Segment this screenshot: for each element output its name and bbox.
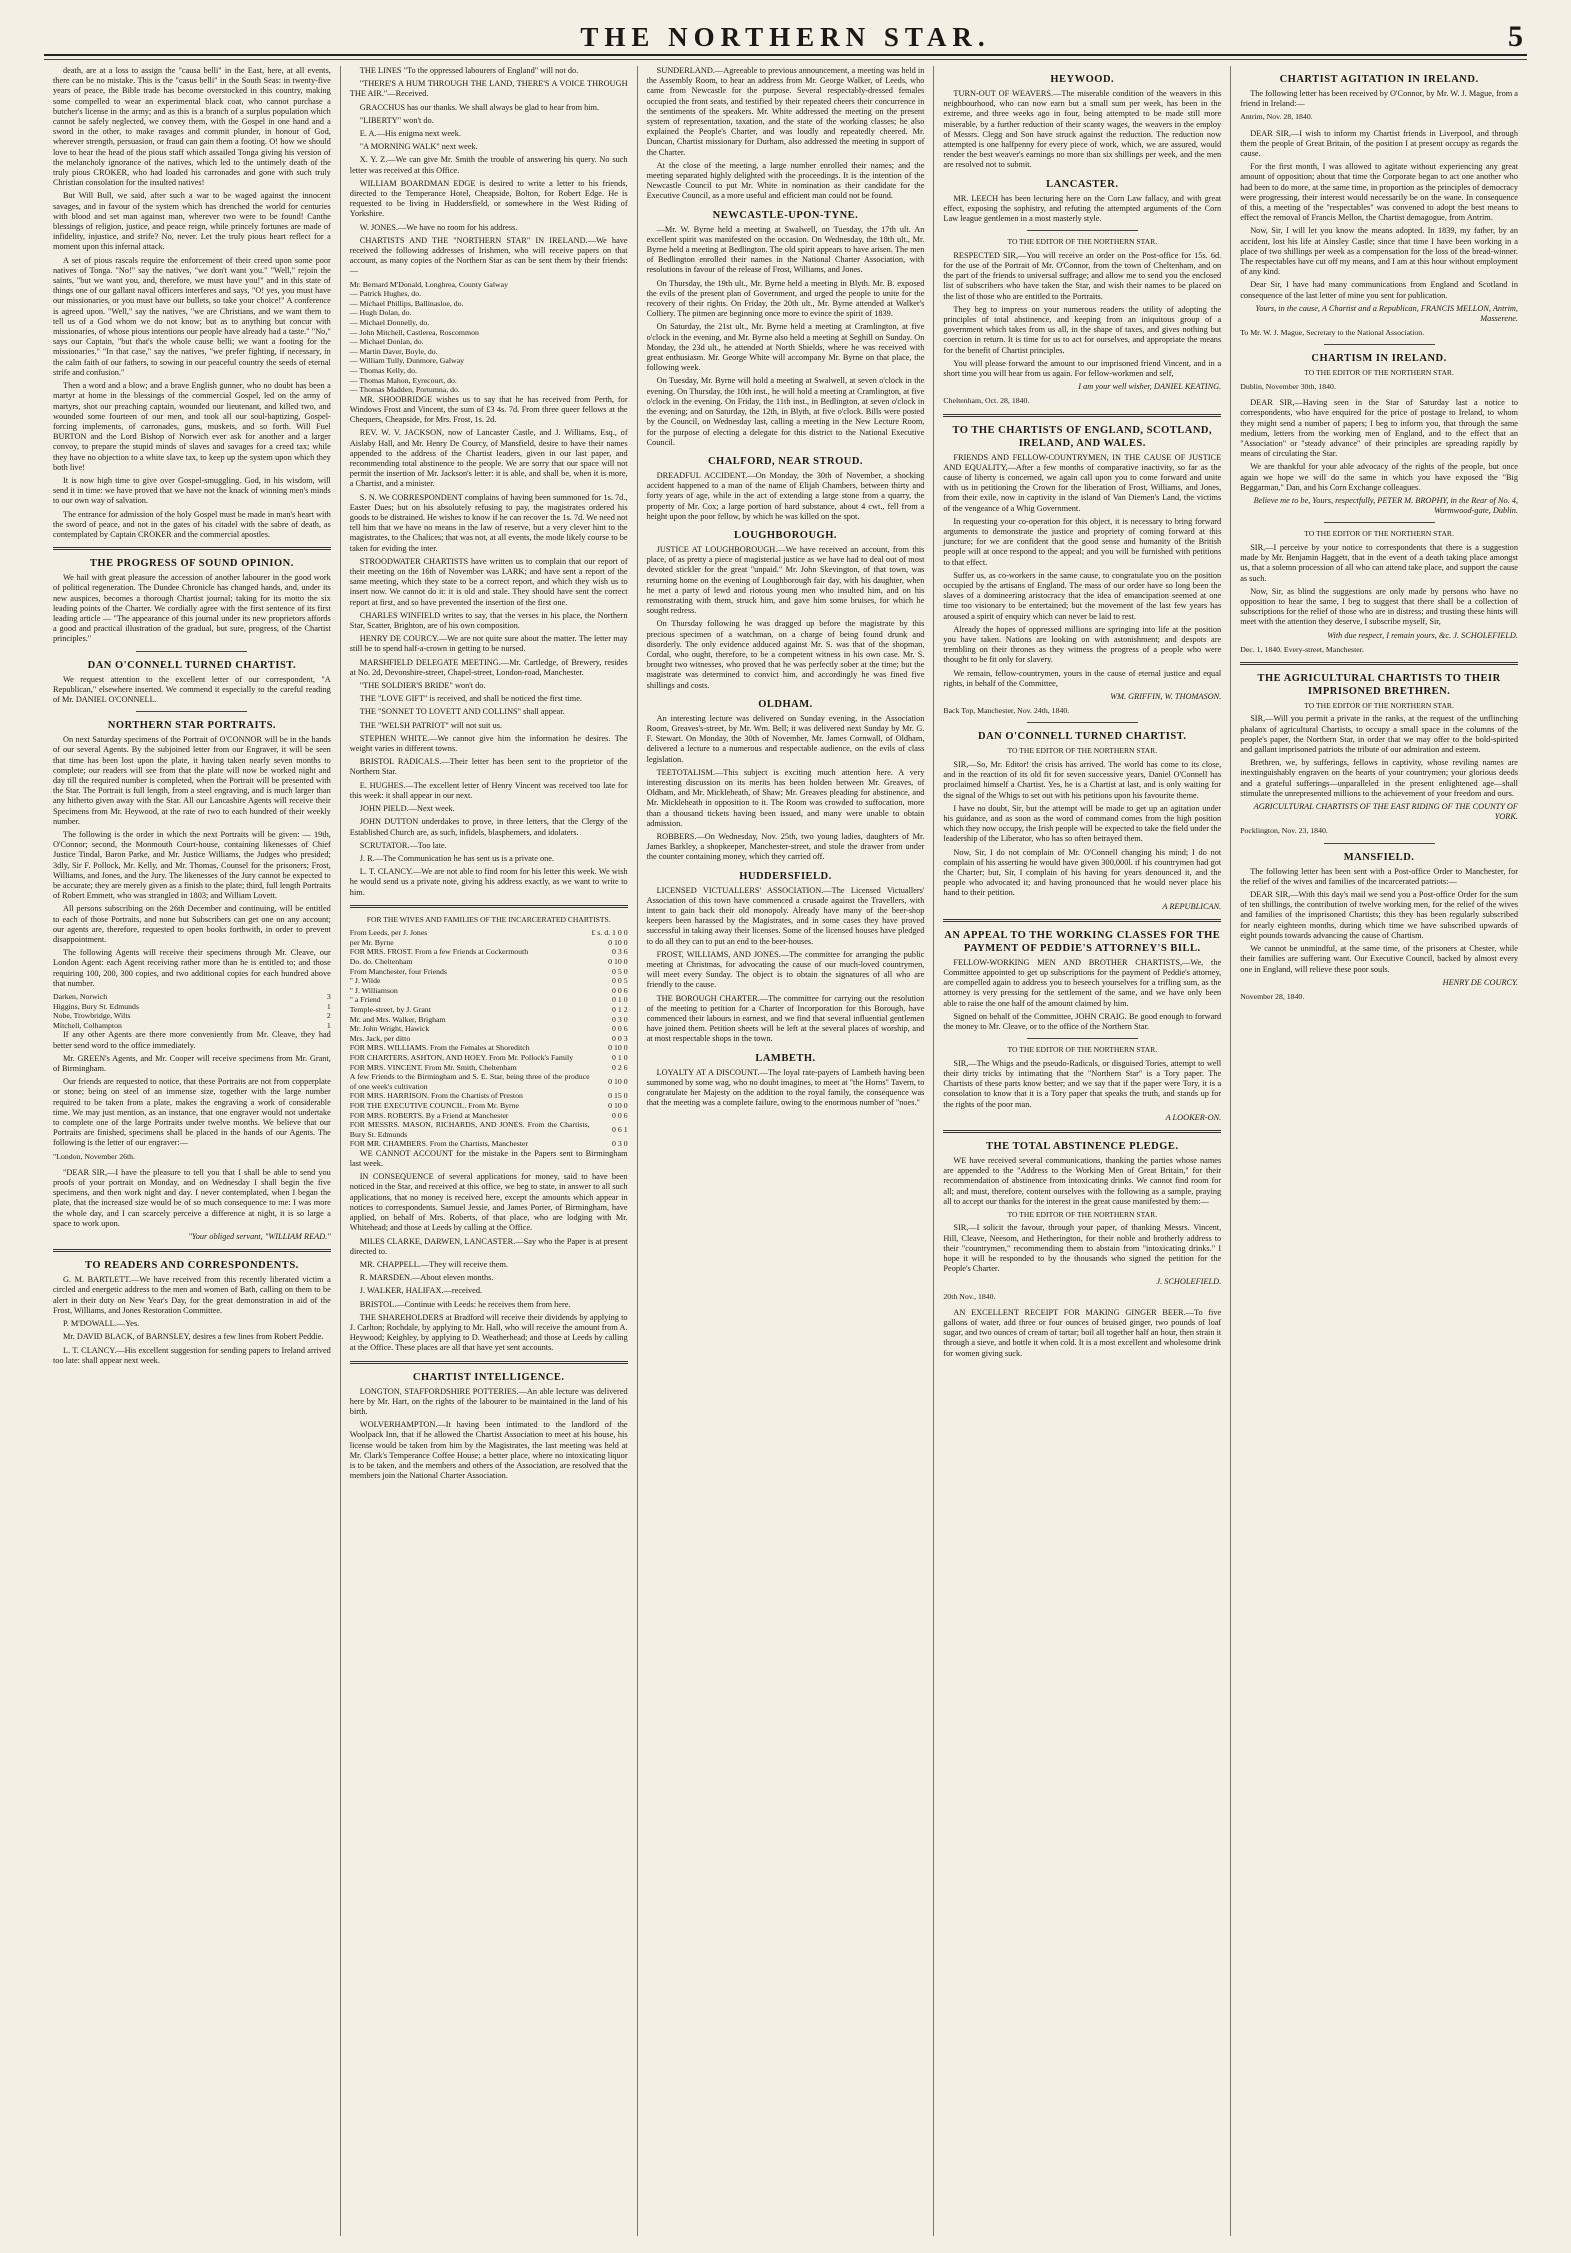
list-label: FOR MRS. ROBERTS. By a Friend at Manchester bbox=[349, 1110, 509, 1120]
section-heading: DAN O'CONNELL TURNED CHARTIST. bbox=[978, 731, 1187, 743]
list-value bbox=[590, 385, 628, 395]
list-row bbox=[53, 992, 331, 1002]
paragraph: The following Agents will receive their specimens through Mr. Cleave, our London Agent: each Agent receiving rather more than he is entitled to; and those requiring 100, 200, 300 copies, and two additional copies for each hundred above that number. bbox=[53, 948, 331, 988]
paragraph: MR. LEECH has been lecturing here on the Corn Law fallacy, and with great effect, exposing the sophistry, and refuting the attempted arguments of the Corn Law league gentlemen in a most masterly style. bbox=[943, 193, 1222, 224]
paragraph: The following is the order in which the next Portraits will be given: — 19th, O'Connor; second, the Monmouth Court-house, containing likenesses of Chief Justice Tindal, Baron Parke, and Mr. Justice Williams, the Judges who presided; 3dly, Sir F. Pollock, Mr. Kelly, and Mr. Thomas, Counsel for the prisoners; Frost, Williams, and Jones, and the Jury. The likenesses of the Jury cannot be expected to be accurate; they are merely given as a finish to the plate; third, full length Portraits of Robert Emmett, who was strangled in 1803; and William Lovett. bbox=[53, 830, 331, 901]
paragraph: SIR,—So, Mr. Editor! the crisis has arrived. The world has come to its close, and in the reaction of its old fit for seven successive years, Daniel O'Connell has proclaimed himself a Chartist. Yes, he is a Chartist at last, and is only waiting for the signal of the Whigs to set out with his petitions upon his favourite theme. bbox=[943, 759, 1222, 800]
paragraph: SCRUTATOR.—Too late. bbox=[359, 840, 447, 850]
paragraph: E. HUGHES.—The excellent letter of Henry Vincent was received too late for this week: it shall appear in our next. bbox=[349, 780, 628, 800]
list-label: per Mr. Byrne bbox=[349, 937, 394, 947]
paragraph: The following letter has been received by O'Connor, by Mr. W. J. Mague, from a friend in Ireland:— bbox=[1240, 89, 1518, 109]
section-rule bbox=[1324, 344, 1435, 345]
list-value: 3 bbox=[326, 992, 331, 1002]
paragraph: MR. SHOOBRIDGE wishes us to say that he has received from Perth, for Windows Frost and Vincent, the sum of £3 4s. 7d. From three queer fellows at the Chequers, Cheapside, for Mrs. Frost, 1s. 2d. bbox=[349, 394, 628, 425]
double-rule bbox=[1240, 662, 1518, 665]
list-label: FOR MRS. VINCENT. From Mr. Smith, Cheltenham bbox=[349, 1062, 517, 1072]
section-heading: CHARTIST INTELLIGENCE. bbox=[412, 1371, 565, 1383]
list-row bbox=[350, 376, 628, 386]
paragraph: Mr. DAVID BLACK, of BARNSLEY, desires a few lines from Robert Peddie. bbox=[63, 1332, 324, 1342]
paragraph: L. T. CLANCY.—We are not able to find room for his letter this week. We wish he would send us a private note, giving his address exactly, as we want to write to him. bbox=[349, 867, 628, 897]
paragraph: LICENSED VICTUALLERS' ASSOCIATION.—The Licensed Victuallers' Association of this town have commenced a crusade against the Travellers, with intent to gain back their old monopoly. Already have many of the beer-shop keepers been harassed by the Magistrates, and in some cases they have proved successful in taking away their licenses. Some of the licensed houses have pledged to do all they can to put an end to the beer-houses. bbox=[646, 885, 925, 946]
section-rule bbox=[1324, 843, 1435, 844]
list-row bbox=[350, 328, 628, 338]
paragraph: STROODWATER CHARTISTS have written us to complain that our report of their meeting on the 16th of November was LARK; and have sent a report of the same meeting, which they state to be a correct report, and which they wish us to insert now. We cannot do it: it is old and stale. They should have sent the correct report at first, and so have prevented the insertion of the first one. bbox=[349, 556, 628, 607]
signature: Yours, in the cause, A Chartist and a Republican, FRANCIS MELLON, Antrim, Masserene. bbox=[1255, 303, 1518, 324]
signature: J. SCHOLEFIELD. bbox=[1156, 1277, 1222, 1287]
section-heading: LOUGHBOROUGH. bbox=[733, 529, 838, 541]
dateline: Dublin, November 30th, 1840. bbox=[1240, 381, 1336, 391]
list-label: FOR MESSRS. MASON, RICHARDS, AND JONES. From the Chartists, Bury St. Edmunds bbox=[349, 1120, 590, 1139]
columns bbox=[44, 66, 1527, 2236]
paragraph: CHARLES WINFIELD writes to say, that the verses in his place, the Northern Star, Scatter, Brighton, are of his own composition. bbox=[349, 610, 628, 631]
sub-heading: TO THE EDITOR OF THE NORTHERN STAR. bbox=[1007, 746, 1158, 756]
list-value: 0 15 0 bbox=[608, 1091, 628, 1101]
page-number: 5 bbox=[1508, 20, 1523, 53]
sub-heading: TO THE EDITOR OF THE NORTHERN STAR. bbox=[1304, 700, 1454, 710]
paragraph: Mr. GREEN's Agents, and Mr. Cooper will receive specimens from Mr. Grant, of Birmingham. bbox=[53, 1053, 331, 1074]
paragraph: death, are at a loss to assign the "causa belli" in the East, here, at all events, there can be no mistake. This is the "casus belli" in the South Seas: in twenty-five years of peace, the Bible trade has become overstocked in this country, making some compelled to wear an experimental black coat, who cannot purchase a butcher's license in the army; and as this is a branch of a surplus population which cannot be safely neglected, we convey them, with the Gospel in one hand and a sword in the other, to make ravages and commit plunder, in honour of God, wherever strength, persuasion, or fraud can gain them a footing. O! how we should love to hear the head of the pious staff which assailed Tonga giving his version of the melancholy ignorance of the natives, which led to the untimely death of the truly pious CROKER, who had loaded his carronades and gone with such truly Christian consolation for the insulted natives! bbox=[53, 66, 331, 188]
signature: AGRICULTURAL CHARTISTS OF THE EAST RIDING OF THE COUNTY OF YORK. bbox=[1253, 802, 1518, 822]
paragraph: THE LINES "To the oppressed labourers of England" will not do. bbox=[359, 66, 579, 75]
paragraph: Then a word and a blow; and a brave English gunner, who no doubt has been a martyr at home in the blessings of the commercial Gospel, led on the army of martyrs, shot our preaching captain, wounded our lieutenant, and killed two, and wounded some fourteen of our men, and took all our soul-baptizing, Gospel-forcing implements, of carronades, guns, muskets, and so forth. Will Fuel BURTON and the Lord Bishop of Norwich ever ask for another and a larger convoy, to prepare the stupid minds of slaves and savages for a creed tax; while they have no objection to a white slave tax, to keep up the system upon which they both live! bbox=[53, 381, 331, 472]
dateline: Cheltenham, Oct. 28, 1840. bbox=[943, 396, 1030, 406]
list-value: 0 3 0 bbox=[612, 1139, 628, 1149]
list-row bbox=[350, 385, 628, 395]
section-heading: CHALFORD, NEAR STROUD. bbox=[707, 455, 864, 467]
list-value: 0 10 0 bbox=[608, 957, 628, 966]
list-label: Mitchell, Colhampton bbox=[53, 1020, 122, 1030]
list-label: A few Friends to the Birmingham and S. E. Star, being three of the produce of one week's cultivation bbox=[349, 1072, 590, 1091]
paragraph: JUSTICE AT LOUGHBOROUGH.—We have received an account, from this place, of as pretty a piece of magisterial justice as we have had to deal out of most devoted stickler for the great "unpaid." Mr. John Skevington, of that town, was returning home on the evening of Loughborough fair day, with his daughter, when he met a party of lewd and riotous young men who insulted him, and on his remonstrating with them, struck him, and gave him some bruises, for which he sought redress. bbox=[646, 544, 925, 616]
list-row bbox=[53, 1011, 331, 1021]
list-value: 0 2 6 bbox=[612, 1062, 628, 1072]
section-heading: THE AGRICULTURAL CHARTISTS TO THEIR IMPRISONED BRETHREN. bbox=[1257, 672, 1501, 697]
paragraph: REV. W. V. JACKSON, now of Lancaster Castle, and J. Williams, Esq., of Aislaby Hall, and Mr. Henry De Courcy, of Mansfield, desire to have their names appended to the address of the Chartist leaders, given in our last paper, and recommending total abstinence to the people. We are sorry that our space will not permit the insertion of Mr. Jackson's letter: it is able, and shall be, when it is more, a Chartist, and a minister. bbox=[349, 428, 628, 489]
paragraph: WILLIAM BOARDMAN EDGE is desired to write a letter to his friends, directed to the Temperance Hotel, Cheapside, Bolton, for Robert Edge. He is requested to be living in Huddersfield, or somewhere in the West Riding of Yorkshire. bbox=[349, 178, 628, 219]
paragraph: THE "SONNET TO LOVETT AND COLLINS" shall appear. bbox=[359, 707, 565, 717]
signature: With due respect, I remain yours, &c. J. SCHOLEFIELD. bbox=[1327, 630, 1518, 640]
list-row bbox=[350, 1024, 628, 1034]
section-rule bbox=[1027, 722, 1138, 723]
list-row bbox=[350, 366, 628, 376]
list-label: FOR MRS. FROST. From a few Friends at Cockermouth bbox=[349, 947, 529, 957]
list-label: FOR CHARTERS, ASHTON, AND HOEY. From Mr. Pollock's Family bbox=[349, 1052, 574, 1062]
list-value: 0 3 6 bbox=[612, 947, 628, 957]
paragraph: On Thursday, the 19th ult., Mr. Byrne held a meeting in Blyth. Mr. B. exposed the evils of the present plan of Government, and urged the people to unite for the recovery of their rights. On Friday, the 20th ult., Mr. Byrne attended at Walker's Colliery. The pitmen are beginning once more to evince the spirit of 1839. bbox=[646, 278, 925, 319]
list-label: — Michael Phillips, Ballinasloe, do. bbox=[349, 298, 464, 308]
list-row bbox=[350, 318, 628, 328]
dateline: Antrim, Nov. 28, 1840. bbox=[1240, 112, 1313, 122]
paragraph: THE "WELSH PATRIOT" will not suit us. bbox=[359, 720, 503, 730]
paragraph: An interesting lecture was delivered on Sunday evening, in the Association Room, Greaves's-street, by Mr. Wm. Bell; it was delivered next Sunday by Mr. G. F. Stewart. On Monday, the 30th of November, Mr. James Cornwall, of Oldham, delivered a lecture to a numerous and respectable audience, on the evils of class legislation. bbox=[646, 713, 925, 764]
paragraph: LOYALTY AT A DISCOUNT.—The loyal rate-payers of Lambeth having been summoned by some wag, who no doubt imagines, to meet at "the Horns" Tavern, to congratulate her Majesty on the addition to the royal family, the consequence was that the meeting was a complete failure, owing to the enormous number of "noes." bbox=[646, 1067, 925, 1108]
paragraph: A set of pious rascals require the enforcement of their creed upon some poor natives of Tonga. "No!" say the natives, "we don't want you." "Well," rejoin the saints, "but we want you, and, therefore, we must have you!" and in this state of things one of our gallant naval officers interferes and says, "O! yes, you must have our missionaries, or you must have our bullets, so take your choice!" A conference is agreed upon. "Well," say the natives, "we are Christians, and we want them to tell us of a God whom we do not know; but as to anything but concur with missionaries, of whose pious intentions our people have already had a taste." "No," says our Captain, "but that's the whole cause belli; we want a footing for the missionaries." "In that case," say the natives, "we prefer fighting, if necessary, in the calm faith of our fathers, to sowing in our peaceful country the seeds of eternal strife and confusion." bbox=[53, 255, 331, 377]
list-value: 0 0 6 bbox=[612, 1110, 628, 1120]
paragraph: We request attention to the excellent letter of our correspondent, "A Republican," elsewhere inserted. We commend it especially to the careful reading of Mr. DANIEL O'CONNELL. bbox=[53, 674, 331, 704]
paragraph: ROBBERS.—On Wednesday, Nov. 25th, two young ladies, daughters of Mr. James Barkley, a shopkeeper, Manchester-street, and stole the drawer from under the counter containing money, which they carried off. bbox=[646, 832, 925, 862]
list-row bbox=[350, 1015, 628, 1025]
paragraph: On next Saturday specimens of the Portrait of O'CONNOR will be in the hands of our several Agents. By the subjoined letter from our Engraver, it will be seen that time has been lost upon the plate, it having taken nearly seven months to complete; our readers will see from that the plate will now be worked night and day till the required number is completed, when the Portrait will be presented with the Star. The Portrait is full length, from a steel engraving, and is much larger than any hitherto given away with the Star. All our Lancashire Agents will receive their Specimens from Mr. Heywood, at the rate of two to each hundred of their weekly number. bbox=[53, 735, 331, 826]
column-1 bbox=[44, 66, 341, 2236]
paragraph: WE CANNOT ACCOUNT for the mistake in the Papers sent to Birmingham last week. bbox=[349, 1148, 628, 1169]
list-row bbox=[350, 337, 628, 347]
section-rule bbox=[136, 711, 247, 712]
paragraph: All persons subscribing on the 26th December and continuing, will be entitled to each of those Portraits, and none but Subscribers can get one on any account; our agents are, therefore, requested to open books forthwith, in order to prevent disappointment. bbox=[53, 904, 331, 945]
section-heading: CHARTIST AGITATION IN IRELAND. bbox=[1279, 74, 1479, 85]
sub-heading: TO THE EDITOR OF THE NORTHERN STAR. bbox=[1007, 1209, 1158, 1219]
list-value bbox=[590, 280, 628, 290]
list-row bbox=[350, 995, 628, 1005]
list-label: — Michael Donlan, do. bbox=[349, 337, 424, 347]
list-value bbox=[590, 376, 628, 386]
list-row bbox=[350, 1034, 628, 1044]
paragraph: They beg to impress on your numerous readers the utility of adopting the principles of total abstinence, and keeping from an iniquitous group of a government which takes from us all, in the shape of taxes, and gives nothing but coercion in return. It is time for us to act for ourselves, and appropriate the means for the benefit of Chartist principles. bbox=[943, 304, 1222, 355]
list-label: Mrs. Jack, per ditto bbox=[349, 1033, 411, 1043]
paragraph: I have no doubt, Sir, but the attempt will be made to get up an agitation under his guidance, and as soon as the word of command comes from the high position which they now occupy, the Irish people will be expected to take the field under the leadership of the Liberator, who has so often betrayed them. bbox=[943, 803, 1222, 844]
list-row bbox=[350, 976, 628, 986]
sub-heading: TO THE EDITOR OF THE NORTHERN STAR. bbox=[1304, 368, 1454, 378]
double-rule bbox=[53, 1249, 331, 1252]
list-label: — Hugh Dolan, do. bbox=[349, 308, 412, 318]
list-label: — Patrick Hughes, do. bbox=[349, 289, 422, 299]
paragraph: W. JONES.—We have no room for his address. bbox=[359, 222, 518, 232]
paragraph: GRACCHUS has our thanks. We shall always be glad to hear from him. bbox=[359, 102, 600, 112]
list-row bbox=[350, 938, 628, 948]
list-row bbox=[350, 1053, 628, 1063]
list-label: — Thomas Kelly, do. bbox=[349, 366, 417, 375]
section-heading: HEYWOOD. bbox=[1050, 74, 1115, 85]
list-row bbox=[350, 1120, 628, 1139]
paragraph: Now, Sir, I do not complain of Mr. O'Connell changing his mind; I do not complain of his asserting he would have given 300,000l. if his countrymen had got the Charter; but, Sir, I complain of his having for years denounced it, and the people who advocated it; and having pronounced that he would never place his hand to their petition. bbox=[943, 847, 1222, 898]
column-3 bbox=[638, 66, 935, 2236]
paragraph: SIR,—I solicit the favour, through your paper, of thanking Messrs. Vincent, Hill, Cleave, Neesom, and Hetherington, for their noble and brotherly address to their "countrymen," recommending them to abstain from "intoxicating drinks." I hope it will be responded to by the thousands who signed the petition for the People's Charter. bbox=[943, 1223, 1222, 1274]
section-rule bbox=[1027, 230, 1138, 231]
paragraph: FROST, WILLIAMS, AND JONES.—The committee for arranging the public meeting at Christmas, for advocating the cause of our much-loved countrymen, will meet every Sunday. The object is to obtain the signatures of all who are friendly to the cause. bbox=[646, 949, 925, 990]
list-value: 0 1 0 bbox=[612, 995, 628, 1005]
sub-heading: TO THE EDITOR OF THE NORTHERN STAR. bbox=[1007, 237, 1158, 247]
list-row bbox=[53, 1021, 331, 1031]
list-value: 0 0 6 bbox=[612, 1024, 628, 1034]
dateline: 20th Nov., 1840. bbox=[943, 1291, 996, 1301]
paragraph: At the close of the meeting, a large number enrolled their names; and the meeting separated highly delighted with the proceedings. It is the intention of the Newcastle Council to put Mr. White in nomination as their candidate for the Executive Council, as a more useful and efficient man could not be found. bbox=[646, 160, 925, 201]
signature: I am your well wisher, DANIEL KEATING. bbox=[1078, 382, 1222, 392]
section-heading: DAN O'CONNELL TURNED CHARTIST. bbox=[87, 659, 297, 671]
paragraph: "DEAR SIR,—I have the pleasure to tell you that I shall be able to send you proofs of your portrait on Monday, and on Wednesday I shall begin the five specimens, and then work night and day. I never contemplated, when I began the plate, that the increased size would be of so much consequence to me: I was more the whole day, and I can scarcely perceive a difference at night, it is so large a space to work upon. bbox=[53, 1167, 331, 1228]
list-label: — William Tully, Dunmore, Galway bbox=[349, 356, 465, 366]
paragraph: "A MORNING WALK" next week. bbox=[359, 142, 478, 152]
paragraph: STEPHEN WHITE.—We cannot give him the information he desires. The weight varies in different towns. bbox=[349, 733, 628, 754]
paragraph: G. M. BARTLETT.—We have received from this recently liberated victim a circled and energetic address to the men and women of Bath, calling on them to be alert in their duty on New Year's Day, for the great demonstration in aid of the Frost, Williams, and Jones Restoration Committee. bbox=[53, 1275, 331, 1315]
list-label: " J. Wilde bbox=[349, 976, 381, 986]
section-heading: THE TOTAL ABSTINENCE PLEDGE. bbox=[986, 1140, 1179, 1152]
paragraph: BRISTOL RADICALS.—Their letter has been sent to the proprietor of the Northern Star. bbox=[349, 757, 628, 777]
list-label: — Michael Donnelly, do. bbox=[349, 318, 430, 328]
double-rule bbox=[350, 905, 628, 908]
section-heading: NORTHERN STAR PORTRAITS. bbox=[107, 720, 277, 732]
list-value bbox=[590, 289, 628, 299]
list-value bbox=[590, 328, 628, 338]
paragraph: Signed on behalf of the Committee, JOHN CRAIG. Be good enough to forward the money to Mr. Cleave, or to the office of the Northern Star. bbox=[943, 1011, 1222, 1032]
list-value bbox=[590, 318, 628, 328]
list-value: 0 0 6 bbox=[612, 985, 628, 995]
subscription-list bbox=[350, 928, 628, 1149]
paragraph: TURN-OUT OF WEAVERS.—The miserable condition of the weavers in this neighbourhood, who can now earn but a small sum per week, has been in the extreme, and three weeks ago in four, being attempted to be made still more miserable, by a further reduction of their scanty wages, the weavers in the employ of Messrs. Clegg and Son have struck against the reduction. The reduction now attempted is one halfpenny for every piece of work, which, we are assured, would render the best weaver's earnings no more than six shillings per week, and the men are resolved not to submit. bbox=[943, 89, 1222, 170]
list-label: — Thomas Madden, Portumna, do. bbox=[349, 385, 460, 395]
list-row bbox=[350, 1091, 628, 1101]
paragraph: Suffer us, as co-workers in the same cause, to congratulate you on the position occupied by the artisans of England. The mass of our order have so long been the slaves of a domineering aristocracy that the idea of emancipation seemed at one time too visionary to be entertained; but the movement of the last few years has aroused a spirit of enquiry which can never be laid to rest. bbox=[943, 570, 1222, 621]
paragraph: SIR,—The Whigs and the pseudo-Radicals, or disguised Tories, attempt to well their dirty tricks by intimating that the "Northern Star" is a Tory paper. The Chartists of these parts know better; and we say that if the paper were Tory, it is a consolation to know that it is a Tory paper that speaks the truth, and stands up for the rights of the poor man. bbox=[943, 1058, 1222, 1109]
paragraph: SUNDERLAND.—Agreeable to previous announcement, a meeting was held in the Assembly Room, to hear an address from Mr. George Walker, of Leeds, who came from Newcastle for the purpose. Several respectably-dressed females occupied the front seats, and testified by their repeated cheers their concurrence in the sentiments of the speakers. Mr. White addressed the meeting on the present system of representation, taxation, and the state of the working classes; he also explained the People's Charter, and was loudly and repeatedly cheered. Mr. Duncan, Chartist missionary for Durham, also addressed the meeting in support of the Charter. bbox=[646, 66, 925, 157]
list-row bbox=[350, 1005, 628, 1015]
list-row bbox=[350, 308, 628, 318]
paragraph: MILES CLARKE, DARWEN, LANCASTER.—Say who the Paper is at present directed to. bbox=[349, 1236, 628, 1256]
paragraph: —Mr. W. Byrne held a meeting at Swalwell, on Tuesday, the 17th ult. An excellent spirit was manifested on the occasion. On Wednesday, the 18th ult., Mr. Byrne held a meeting at Bedlington. The old spirit appears to have arisen. The men of Bedlington enrolled their names in the National Charter Association, with resolutions in favour of the release of Frost, Williams, and Jones. bbox=[646, 224, 925, 275]
column-5 bbox=[1231, 66, 1527, 2236]
paragraph: The following letter has been sent with a Post-office Order to Manchester, for the relief of the wives and families of the incarcerated patriots:— bbox=[1240, 866, 1518, 886]
list-value: 0 10 0 bbox=[608, 1076, 628, 1086]
paragraph: THE SHAREHOLDERS at Bradford will receive their dividends by applying to J. Carlton; Rochdale, by applying to Mr. Hall, who will receive the amount from A. Heywood; Keighley, by applying to D. Weatherhead; and those at Leeds by calling at the Office. These places are all that have yet sent accounts. bbox=[349, 1312, 628, 1353]
list-row bbox=[350, 1111, 628, 1121]
list-row bbox=[350, 1101, 628, 1111]
subscription-list bbox=[350, 280, 628, 395]
list-value: 0 10 0 bbox=[608, 937, 628, 947]
list-value bbox=[590, 347, 628, 357]
paragraph: AN EXCELLENT RECEIPT FOR MAKING GINGER BEER.—To five gallons of water, add three or four ounces of bruised ginger, two pounds of loaf sugar, and two ounces of cream of tartar; boil all together half an hour, then strain it through a sieve, and bottle it when cold. It is a most excellent and wholesome drink for women giving suck. bbox=[943, 1307, 1222, 1358]
signature: WM. GRIFFIN, W. THOMASON. bbox=[1110, 692, 1222, 702]
list-value bbox=[590, 299, 628, 309]
subscription-list bbox=[53, 992, 331, 1030]
list-label: " a Friend bbox=[349, 995, 381, 1005]
dateline: Dec. 1, 1840. Every-street, Manchester. bbox=[1240, 644, 1364, 654]
section-heading: AN APPEAL TO THE WORKING CLASSES FOR THE PAYMENT OF PEDDIE'S ATTORNEY'S BILL. bbox=[944, 929, 1221, 954]
column-4 bbox=[934, 66, 1231, 2236]
list-value: £ s. d. 1 0 0 bbox=[591, 928, 628, 938]
list-label: Temple-street, by J. Grant bbox=[349, 1004, 431, 1014]
list-row bbox=[350, 1072, 628, 1091]
list-value: 2 bbox=[326, 1011, 331, 1021]
list-row bbox=[350, 1063, 628, 1073]
paragraph: R. MARSDEN.—About eleven months. bbox=[359, 1273, 494, 1283]
section-heading: MANSFIELD. bbox=[1343, 851, 1415, 863]
double-rule bbox=[53, 547, 331, 550]
paragraph: RESPECTED SIR,—You will receive an order on the Post-office for 15s. 6d. for the use of the Portrait of Mr. O'Connor, from the town of Cheltenham, and on the part of the friends to universal suffrage; and allow me to send you the enclosed list of subscribers who have taken the Star, and wish their names to be placed on the list of those who are entitled to the Portraits. bbox=[943, 250, 1222, 301]
paragraph: THE BOROUGH CHARTER.—The committee for carrying out the resolution of the meeting to petition for a Charter of Incorporation for this Borough, have commenced their labours in earnest, and we find that several influential gentlemen have joined them. Petition sheets will be left at the several places of worship, and at most respectable shops in the town. bbox=[646, 993, 925, 1044]
paragraph: Dear Sir, I have had many communications from England and Scotland in consequence of the last letter of mine you sent for publication. bbox=[1240, 280, 1518, 300]
paragraph: On Thursday following he was dragged up before the magistrate by this precious specimen of a watchman, on a charge of being found drunk and disorderly. The only evidence adduced against Mr. S. was that of the shopman, Cordal, who ought, therefore, to be a competent witness in his own case. Mr. S. brought two witnesses, who proved that he was perfectly sober at the time; but the magistrate was determined to convict him, and accordingly he was fined five shillings and costs. bbox=[646, 619, 925, 690]
list-label: FOR MRS. HARRISON. From the Chartists of Preston bbox=[349, 1091, 523, 1101]
list-value: 1 bbox=[326, 1020, 331, 1030]
dateline: Back Top, Manchester, Nov. 24th, 1840. bbox=[943, 706, 1070, 716]
dateline: "London, November 26th. bbox=[53, 1151, 136, 1161]
paragraph: MR. CHAPPELL.—They will receive them. bbox=[359, 1259, 508, 1269]
list-value: 1 bbox=[326, 1001, 331, 1011]
section-rule bbox=[1324, 522, 1435, 523]
list-label: FOR THE EXECUTIVE COUNCIL. From Mr. Byrne bbox=[349, 1100, 520, 1110]
paragraph: S. N. We CORRESPONDENT complains of having been summoned for 1s. 7d., Easter Dues; but on his absolutely refusing to pay, the magistrates ordered his goods to be distrained. He wishes to know if he can recover the 1s. 7d. We need not tell him that we have no means in the law of reserve, but a very clever hint to the magistrates, to the Chalices; that was not, at all events, the mode likely course to be taken for eviding the inter. bbox=[349, 492, 628, 553]
list-row bbox=[350, 986, 628, 996]
paragraph: L. T. CLANCY.—His excellent suggestion for sending papers to Ireland arrived too late: shall appear next week. bbox=[53, 1345, 331, 1365]
list-value: 0 10 0 bbox=[608, 1100, 628, 1110]
double-rule bbox=[943, 1130, 1221, 1133]
paragraph: "THE SOLDIER'S BRIDE" won't do. bbox=[359, 681, 486, 691]
masthead-rule bbox=[44, 59, 1527, 60]
list-row bbox=[350, 1139, 628, 1149]
paragraph: DEAR SIR,—Having seen in the Star of Saturday last a notice to correspondents, who have enquired for the price of postage to Ireland, to whom they might send a number of papers; I beg to inform you, that through the same medium, letters from the working men of England, and to the effect that an "Association" or "steady advance" of their principles are spreading rapidly by means of circulating the Star. bbox=[1240, 398, 1518, 459]
paragraph: LONGTON, STAFFORDSHIRE POTTERIES.—An able lecture was delivered here by Mr. Hart, on the rights of the labourer to be maintained in the land of his birth. bbox=[349, 1386, 628, 1416]
dateline: To Mr. W. J. Mague, Secretary to the National Association. bbox=[1240, 328, 1425, 338]
column-2 bbox=[341, 66, 638, 2236]
list-row bbox=[350, 299, 628, 309]
section-heading: TO THE CHARTISTS OF ENGLAND, SCOTLAND, IRELAND, AND WALES. bbox=[952, 424, 1213, 449]
paragraph: If any other Agents are there more conveniently from Mr. Cleave, they had better send word to the office immediately. bbox=[53, 1030, 331, 1050]
paragraph: On Tuesday, Mr. Byrne will hold a meeting at Swalwell, at seven o'clock in the evening. On Thursday, the 10th inst., he will hold a meeting at Cramlington, at five o'clock in the evening. On Friday, the 11th inst., in Bedlington, at seven o'clock in the evening; and on Saturday, the 12th, in Blyth, at five o'clock. Bills were posted by the Council, on Wednesday last, calling a meeting in the New Lecture Room, for the purpose of electing a delegate for this district to the National Executive Council. bbox=[646, 376, 925, 447]
paragraph: JOHN DUTTON underdakes to prove, in three letters, that the Clergy of the Established Church are, as such, infidels, blasphemers, and idolaters. bbox=[349, 817, 628, 837]
signature: A REPUBLICAN. bbox=[1162, 901, 1222, 911]
list-label: From Leeds, per J. Jones bbox=[349, 928, 428, 938]
sub-heading: TO THE EDITOR OF THE NORTHERN STAR. bbox=[1007, 1045, 1158, 1055]
list-label: Darken, Norwich bbox=[53, 992, 108, 1002]
list-value bbox=[590, 337, 628, 347]
paragraph: J. WALKER, HALIFAX.—received. bbox=[359, 1286, 483, 1296]
list-label: — Thomas Mahon, Eyrecourt, do. bbox=[349, 375, 457, 385]
paragraph: For the first month, I was allowed to agitate without experiencing any great amount of opposition; about that time the Corporate began to act one another who had been to do more, at the same time, in proportion as the principles of democracy were progressing, their interest would necessarily be on the wane. In consequence of this, a meeting of the "respectables" was convened to adopt the best means to effect the removal of Francis Mellon, the Chartist demagogue, from Antrim. bbox=[1240, 162, 1518, 223]
list-row bbox=[350, 1043, 628, 1053]
list-label: FOR MR. CHAMBERS. From the Chartists, Manchester bbox=[349, 1139, 529, 1149]
paragraph: Now, Sir, I will let you know the means adopted. In 1839, my father, by an accident, lost his life at Ainsley Castle; since that time I have been working in a place of two shillings per week as a compensation for the loss of the bread-winner. The respectables have cut off my means, and I am at this hour without employment of any kind. bbox=[1240, 226, 1518, 277]
paragraph: P. M'DOWALL.—Yes. bbox=[63, 1319, 140, 1329]
paragraph: DEAR SIR,—I wish to inform my Chartist friends in Liverpool, and through them the people of Great Britain, of the position I at present occupy as regards the cause. bbox=[1240, 128, 1518, 159]
list-label: Do. do. Cheltenham bbox=[349, 957, 413, 966]
sub-heading: FOR THE WIVES AND FAMILIES OF THE INCARCERATED CHARTISTS. bbox=[366, 914, 611, 924]
list-value: 0 5 0 bbox=[612, 966, 628, 976]
signature: A LOOKER-ON. bbox=[1165, 1112, 1222, 1122]
list-row bbox=[350, 967, 628, 977]
section-rule bbox=[136, 651, 247, 652]
paragraph: The entrance for admission of the holy Gospel must be made in man's heart with the sword of peace, and not in the gates of his citadel with the sabre of death, as contemplated by Captain CROKER and the commercial apostles. bbox=[53, 509, 331, 539]
sub-heading: TO THE EDITOR OF THE NORTHERN STAR. bbox=[1304, 529, 1454, 539]
section-heading: NEWCASTLE-UPON-TYNE. bbox=[712, 209, 859, 221]
paragraph: We hail with great pleasure the accession of another labourer in the good work of political regeneration. The Dundee Chronicle has changed hands, and, under its new auspices, becomes a thorough Chartist journal; taking for its motto the six leading points of the Charter. We cordially agree with the first sentence of its first leading article — "The appearance of this journal under its new proprietors affords a good and practical illustration of the gradual, but sure, progress, of the Chartist principles." bbox=[53, 573, 331, 644]
section-heading: LANCASTER. bbox=[1046, 178, 1119, 190]
list-label: — John Mitchell, Castlerea, Roscommon bbox=[349, 327, 479, 337]
paragraph: MARSHFIELD DELEGATE MEETING.—Mr. Cartledge, of Brewery, resides at No. 2d, Devonshire-street, Chapel-street, London-road, Manchester. bbox=[349, 657, 628, 677]
paragraph: WOLVERHAMPTON.—It having been intimated to the landlord of the Woolpack Inn, that if he allowed the Chartist Association to meet at his house, his license would be taken from him by the Magistrates, the last meeting was held at Mr. Clark's Temperance Coffee House; a better place, where no intoxicating liquor is to be taken, and the members and others of the Association, are resolved that the members join the National Charter Association. bbox=[349, 1420, 628, 1481]
paragraph: We are thankful for your able advocacy of the rights of the people, but once again we hope we will do the same in which you have exposed the "Big Beggarman," Dan, and his Corn Exchange colleagues. bbox=[1240, 462, 1518, 492]
list-value: 0 1 0 bbox=[612, 1052, 628, 1062]
list-value: 0 3 0 bbox=[612, 1014, 628, 1024]
paragraph: But Will Bull, we said, after such a war to be waged against the innocent savages, and in favour of the system which has drenched the world for centuries with blood and set man against man, wherever two were to be found! Canthe blessings of religion, justice, and peace reign, while princely fortunes are made of infidelity, injustice, and strife? No, never. Let the truly pious heart reflect for a moment upon this infernal attack. bbox=[53, 191, 331, 252]
paragraph: You will please forward the amount to our imprisoned friend Vincent, and in a short time you will hear from us again. For fellow-workmen and self, bbox=[943, 358, 1222, 378]
paragraph: J. R.—The Communication he has sent us is a private one. bbox=[359, 853, 555, 863]
paragraph: HENRY DE COURCY.—We are not quite sure about the matter. The letter may still be to spend half-a-crown in getting to be nursed. bbox=[349, 634, 628, 654]
list-value bbox=[590, 356, 628, 366]
list-row bbox=[350, 289, 628, 299]
list-value: 0 0 3 bbox=[612, 1033, 628, 1043]
paragraph: FRIENDS AND FELLOW-COUNTRYMEN, IN THE CAUSE OF JUSTICE AND EQUALITY,—After a few months of comparative inactivity, so far as the cause of liberty is concerned, we again call upon you to come forward and unite with us in petitioning the Crown for the liberation of Frost, Williams, and Jones, from their exile, now in captivity in the island of Van Diemen's Land, the victims of the vengeance of a Whig Government. bbox=[943, 452, 1222, 513]
paragraph: We remain, fellow-countrymen, yours in the cause of eternal justice and equal rights, in behalf of the Committee, bbox=[943, 668, 1222, 688]
masthead bbox=[44, 20, 1527, 56]
dateline: Pocklington, Nov. 23, 1840. bbox=[1240, 826, 1328, 836]
paragraph: TEETOTALISM.—This subject is exciting much attention here. A very interesting discussion on its merits has been holden between Mr. Greaves, of Oldham, and Mr. Mickleheath, of Shaw; Mr. Greaves pleading for abstinence, and Mr. Mickleheath in opposition to it. The Room was crowded to suffocation, more than a thousand tickets having been issued, and many were unable to obtain admission. bbox=[646, 767, 925, 828]
paragraph: DEAR SIR,—With this day's mail we send you a Post-office Order for the sum of ten shillings, the contribution of twelve working men, for the relief of the wives and families of the imprisoned Chartists; this they has been regularly subscribed for nearly eighteen months, during which time we have subscribed upwards of eight pounds towards advancing the cause of Chartism. bbox=[1240, 890, 1518, 940]
section-heading: LAMBETH. bbox=[755, 1052, 816, 1064]
paragraph: In requesting your co-operation for this object, it is necessary to bring forward arguments to demonstrate the justice and propriety of coming forward at this juncture; for we are confident that the good sense and humanity of the British people will at once respond to the appeal; and you will be furnished with petitions to that effect. bbox=[943, 516, 1222, 567]
paragraph: BRISTOL.—Continue with Leeds: he receives them from here. bbox=[359, 1299, 571, 1309]
list-value bbox=[590, 308, 628, 318]
list-value: 0 6 1 bbox=[612, 1124, 628, 1134]
signature: "Your obliged servant, "WILLIAM READ." bbox=[188, 1232, 331, 1242]
list-row bbox=[350, 957, 628, 967]
paragraph: DREADFUL ACCIDENT.—On Monday, the 30th of November, a shocking accident happened to a man of the name of Elijah Chambers, between thirty and forty years of age, while in the act of extending a large stone from a quarry, the property of Mr. Cox; a large portion of hard substance, about 4 cwt., fell from a height upon the poor fellow, by which he was killed on the spot. bbox=[646, 470, 925, 521]
list-row bbox=[350, 928, 628, 938]
paragraph: CHARTISTS AND THE "NORTHERN STAR" IN IRELAND.—We have received the following addresses of Irishmen, who will receive papers on that account, as many copies of the Northern Star as can be sent them by their friends:— bbox=[349, 235, 628, 276]
masthead-title: THE NORTHERN STAR. bbox=[580, 22, 991, 52]
section-heading: HUDDERSFIELD. bbox=[739, 870, 832, 882]
section-rule bbox=[1027, 1038, 1138, 1039]
list-label: From Manchester, four Friends bbox=[349, 966, 447, 976]
list-value bbox=[590, 366, 628, 376]
list-label: FOR MRS. WILLIAMS. From the Females at Shoreditch bbox=[349, 1043, 530, 1053]
list-row bbox=[350, 356, 628, 366]
list-row bbox=[53, 1002, 331, 1012]
list-value: 0 10 0 bbox=[608, 1043, 628, 1053]
list-label: Mr. John Wright, Hawick bbox=[349, 1024, 430, 1034]
section-heading: CHARTISM IN IRELAND. bbox=[1311, 353, 1447, 365]
double-rule bbox=[943, 919, 1221, 922]
paragraph: E. A.—His enigma next week. bbox=[359, 129, 461, 139]
paragraph: We cannot be unmindful, at the same time, of the prisoners at Chester, while their families are suffering want. Our Executive Council, backed by almost every one in England, will relieve these poor souls. bbox=[1240, 944, 1518, 974]
double-rule bbox=[943, 414, 1221, 417]
section-heading: OLDHAM. bbox=[758, 698, 813, 710]
list-label: Mr. and Mrs. Walker, Brigham bbox=[349, 1014, 446, 1024]
section-heading: THE PROGRESS OF SOUND OPINION. bbox=[89, 558, 294, 570]
paragraph: SIR,—I perceive by your notice to correspondents that there is a suggestion made by Mr. Benjamin Haggett, that in the event of a death taking place amongst us, that a solemn procession of all who can attend take place, and support the cause as such. bbox=[1240, 542, 1518, 583]
paragraph: IN CONSEQUENCE of several applications for money, said to have been noticed in the Star, and received at this office, we beg to state, in answer to all such applications, that no money is received here, except the amounts which appear in notices to correspondents. Samuel Jessie, and James Porter, of Birmingham, have applied, on behalf of Mrs. Roberts, of that place, who are lodging with Mr. Whitehead; and those at Leeds by calling at the Office. bbox=[349, 1172, 628, 1233]
list-row bbox=[350, 347, 628, 357]
list-label: Mr. Bernard M'Donald, Longhrea, County Galway bbox=[349, 279, 508, 289]
list-value: 0 0 5 bbox=[612, 976, 628, 986]
list-value: 0 1 2 bbox=[612, 1004, 628, 1014]
signature: HENRY DE COURCY. bbox=[1442, 977, 1518, 987]
paragraph: "LIBERTY" won't do. bbox=[359, 115, 434, 125]
signature: Believe me to be, Yours, respectfully, PETER M. BROPHY, in the Rear of No. 4, Warmwood-gate, Dublin. bbox=[1253, 496, 1518, 516]
list-label: " J. Williamson bbox=[349, 985, 398, 995]
paragraph: Our friends are requested to notice, that these Portraits are not from copperplate or stone; being on steel of an immense size, together with the large number required to be taken from a plate, makes the engraving a work of considerable time. We may just mention, as an instance, that one engraver would not undertake to complete one of the large Portraits under twelve months. We believe that our Portraits are finished, specimens shall be placed in the hands of our Agents. The following is the letter of our engraver:— bbox=[53, 1077, 331, 1148]
paragraph: Already the hopes of oppressed millions are springing into life at the position you have taken. Nations are looking on with astonishment; and despots are trembling on their thrones as they witness the progress of a people who were thought to be fit only for slavery. bbox=[943, 624, 1222, 665]
paragraph: "THERE'S A HUM THROUGH THE LAND, THERE'S A VOICE THROUGH THE AIR."—Received. bbox=[349, 79, 628, 99]
paragraph: Brethren, we, by sufferings, fellows in captivity, whose reviling names are inextinguishably engraven on the hearts of your countrymen; your glorious deeds and a grateful sufferings—unparalleled in the present enlightened age—shall stimulate the unrepresented millions to the achievement of your freedom and ours. bbox=[1240, 758, 1518, 798]
paragraph: THE "LOVE GIFT" is received, and shall be noticed the first time. bbox=[359, 694, 582, 704]
section-heading: TO READERS AND CORRESPONDENTS. bbox=[85, 1260, 299, 1272]
double-rule bbox=[350, 1361, 628, 1364]
list-row bbox=[350, 947, 628, 957]
paragraph: On Saturday, the 21st ult., Mr. Byrne held a meeting at Cramlington, at five o'clock in the evening, and Mr. Byrne also held a meeting at Seghill on Sunday. On Monday, the 23d ult., he attended at North Shields, where he was received with great enthusiasm. Mr. George White will accompany Mr. Byrne on that place, the following week. bbox=[646, 322, 925, 373]
paragraph: JOHN PIELD.—Next week. bbox=[359, 804, 455, 814]
paragraph: WE have received several communications, thanking the parties whose names are appended to the "Address to the Working Men of Great Britain," for their recommendation of abstinence from intoxicating drinks. We cannot find room for all; and must, therefore, content ourselves with the following as a sample, praying all to accept our thanks for the interest in the great cause manifested by them:— bbox=[943, 1155, 1222, 1206]
list-label: — Martin Daver, Boyle, do. bbox=[349, 346, 438, 356]
paragraph: SIR,—Will you permit a private in the ranks, at the request of the unflinching phalanx of agricultural Chartists, to occupy a small space in the columns of the people's paper, the Northern Star, in order that we may offer to the bold-spirited and gallant imprisoned patriots the tribute of our admiration and esteem. bbox=[1240, 714, 1518, 755]
paragraph: X. Y. Z.—We can give Mr. Smith the trouble of answering his query. No such letter was received at this Office. bbox=[349, 155, 628, 175]
paragraph: FELLOW-WORKING MEN AND BROTHER CHARTISTS,—We, the Committee appointed to get up subscriptions for the payment of Peddie's attorney, are compelled again to address you to beseech yourselves for a trifling sum, as the attorney is very pressing for the settlement of the same, and we have only been able to raise the one half of the amount claimed by him. bbox=[943, 957, 1222, 1008]
paragraph: It is now high time to give over Gospel-smuggling. God, in his wisdom, will send it in time: we have proved that we have not the knack of winning men's minds to our own way of salvation. bbox=[53, 475, 331, 506]
list-label: Nobe, Trowbridge, Wilts bbox=[53, 1011, 131, 1021]
list-row bbox=[350, 280, 628, 290]
paragraph: Now, Sir, as blind the suggestions are only made by persons who have no opposition to hear the same, I beg to suggest that there shall be a collection of subscriptions for the relief of those who are in distress; and trusting these hints will meet with the attention they deserve, I subscribe myself, Sir, bbox=[1240, 586, 1518, 627]
dateline: November 28, 1840. bbox=[1240, 991, 1305, 1001]
list-label: Higgins, Bury St. Edmunds bbox=[53, 1001, 139, 1011]
